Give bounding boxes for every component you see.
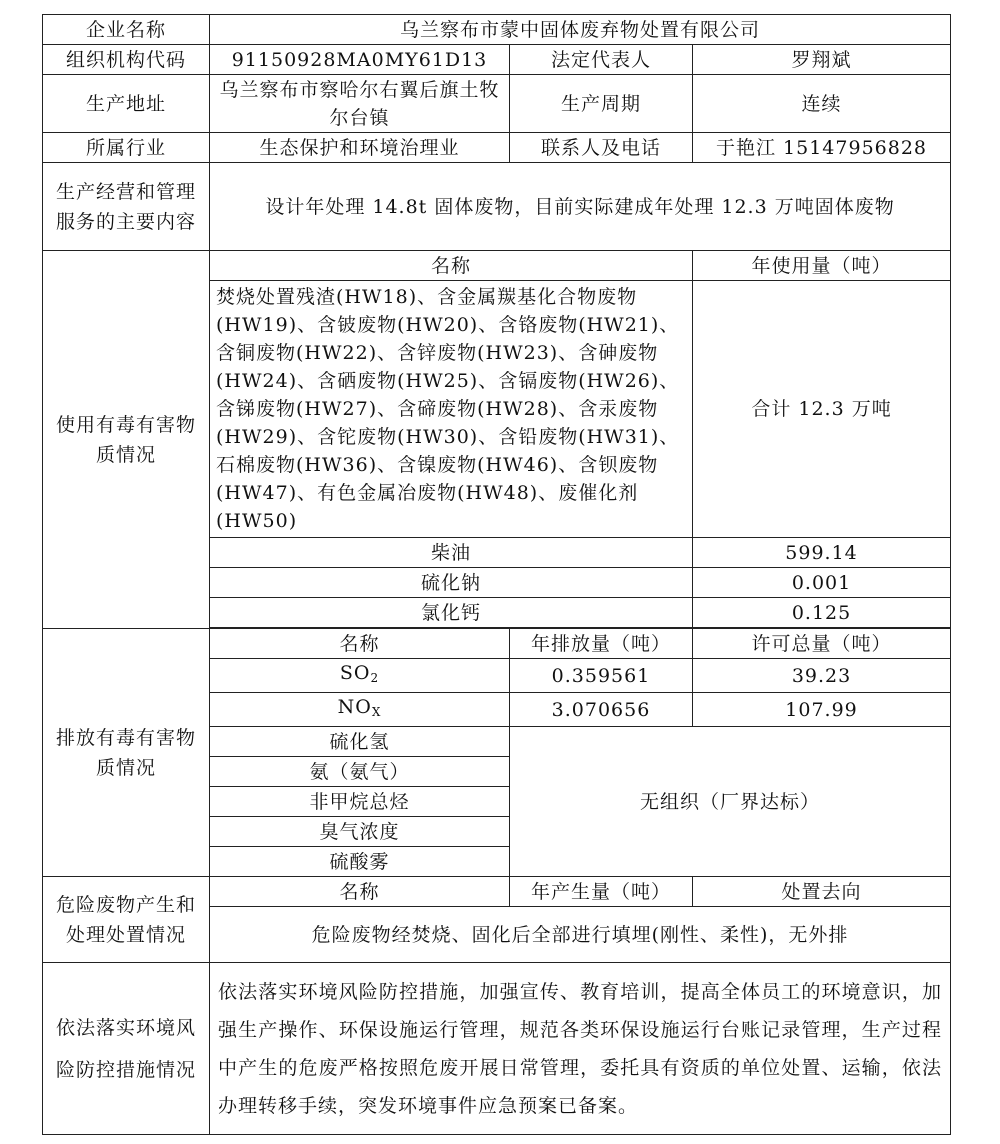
toxic-use-row-amount: 0.125	[693, 598, 951, 628]
business-value: 设计年处理 14.8t 固体废物，目前实际建成年处理 12.3 万吨固体废物	[210, 163, 951, 251]
emission-so2-name	[210, 659, 510, 693]
cycle-label: 生产周期	[510, 75, 693, 133]
toxic-use-row-amount: 0.001	[693, 568, 951, 598]
org-code-label: 组织机构代码	[43, 45, 210, 75]
emission-col-name: 名称	[210, 629, 510, 659]
risk-control-description: 依法落实环境风险防控措施，加强宣传、教育培训，提高全体员工的环境意识，加强生产操作、环保设施运行管理，规范各类环保设施运行台账记录管理，生产过程中产生的危废严格按照危废开展日常管理，委托具有资质的单位处置、运输，依法办理转移手续，突发环境事件应急预案已备案。	[210, 963, 951, 1135]
fugitive-item: 硫化氢	[210, 727, 510, 757]
contact-label: 联系人及电话	[510, 133, 693, 163]
emission-col-permit: 许可总量（吨）	[693, 629, 951, 659]
toxic-use-row-name: 硫化钠	[210, 568, 693, 598]
fugitive-item: 氨（氨气）	[210, 757, 510, 787]
company-value: 乌兰察布市蒙中固体废弃物处置有限公司	[210, 15, 951, 45]
emission-nox-annual: 3.070656	[510, 693, 693, 727]
emission-col-annual: 年排放量（吨）	[510, 629, 693, 659]
nox-base: NO	[337, 696, 372, 718]
waste-col-name: 名称	[210, 877, 510, 907]
toxic-use-label: 使用有毒有害物质情况	[43, 251, 210, 629]
legal-rep-value: 罗翔斌	[693, 45, 951, 75]
so2-subscript: 2	[370, 671, 380, 685]
toxic-use-waste-list: 焚烧处置残渣(HW18)、含金属羰基化合物废物(HW19)、含铍废物(HW20)、含铬废物(HW21)、含铜废物(HW22)、含锌废物(HW23)、含砷废物(HW24)、含硒废物(HW25)、含镉废物(HW26)、含锑废物(HW27)、含碲废物(HW28)、含汞废物(HW29)、含铊废物(HW30)、含铅废物(HW31)、石棉废物(HW36)、含镍废物(HW46)、含钡废物(HW47)、有色金属冶废物(HW48)、废催化剂(HW50)	[210, 281, 693, 538]
so2-base: SO	[339, 662, 371, 684]
emission-nox-name	[210, 693, 510, 727]
company-label: 企业名称	[43, 15, 210, 45]
emission-so2-annual: 0.359561	[510, 659, 693, 693]
nox-subscript: X	[371, 705, 382, 719]
hazardous-waste-label: 危险废物产生和处理处置情况	[43, 877, 210, 963]
enterprise-info-table	[42, 14, 951, 1135]
fugitive-note: 无组织（厂界达标）	[510, 727, 951, 877]
contact-value: 于艳江 15147956828	[693, 133, 951, 163]
waste-col-amount: 年产生量（吨）	[510, 877, 693, 907]
emission-nox-permit: 107.99	[693, 693, 951, 727]
emission-so2-permit: 39.23	[693, 659, 951, 693]
fugitive-item: 非甲烷总烃	[210, 787, 510, 817]
fugitive-item: 臭气浓度	[210, 817, 510, 847]
toxic-emission-label: 排放有毒有害物质情况	[43, 629, 210, 877]
toxic-use-col-name: 名称	[210, 251, 693, 281]
industry-value: 生态保护和环境治理业	[210, 133, 510, 163]
toxic-use-col-amount: 年使用量（吨）	[693, 251, 951, 281]
legal-rep-label: 法定代表人	[510, 45, 693, 75]
waste-col-disposal: 处置去向	[693, 877, 951, 907]
toxic-use-row-name: 柴油	[210, 538, 693, 568]
waste-description: 危险废物经焚烧、固化后全部进行填埋(刚性、柔性)，无外排	[210, 907, 951, 963]
cycle-value: 连续	[693, 75, 951, 133]
address-label: 生产地址	[43, 75, 210, 133]
business-label: 生产经营和管理服务的主要内容	[43, 163, 210, 251]
address-value: 乌兰察布市察哈尔右翼后旗土牧尔台镇	[210, 75, 510, 133]
industry-label: 所属行业	[43, 133, 210, 163]
toxic-use-waste-amount: 合计 12.3 万吨	[693, 281, 951, 538]
fugitive-item: 硫酸雾	[210, 847, 510, 877]
org-code-value: 91150928MA0MY61D13	[210, 45, 510, 75]
risk-control-label: 依法落实环境风险防控措施情况	[43, 963, 210, 1135]
toxic-use-row-amount: 599.14	[693, 538, 951, 568]
toxic-use-row-name: 氯化钙	[210, 598, 693, 628]
